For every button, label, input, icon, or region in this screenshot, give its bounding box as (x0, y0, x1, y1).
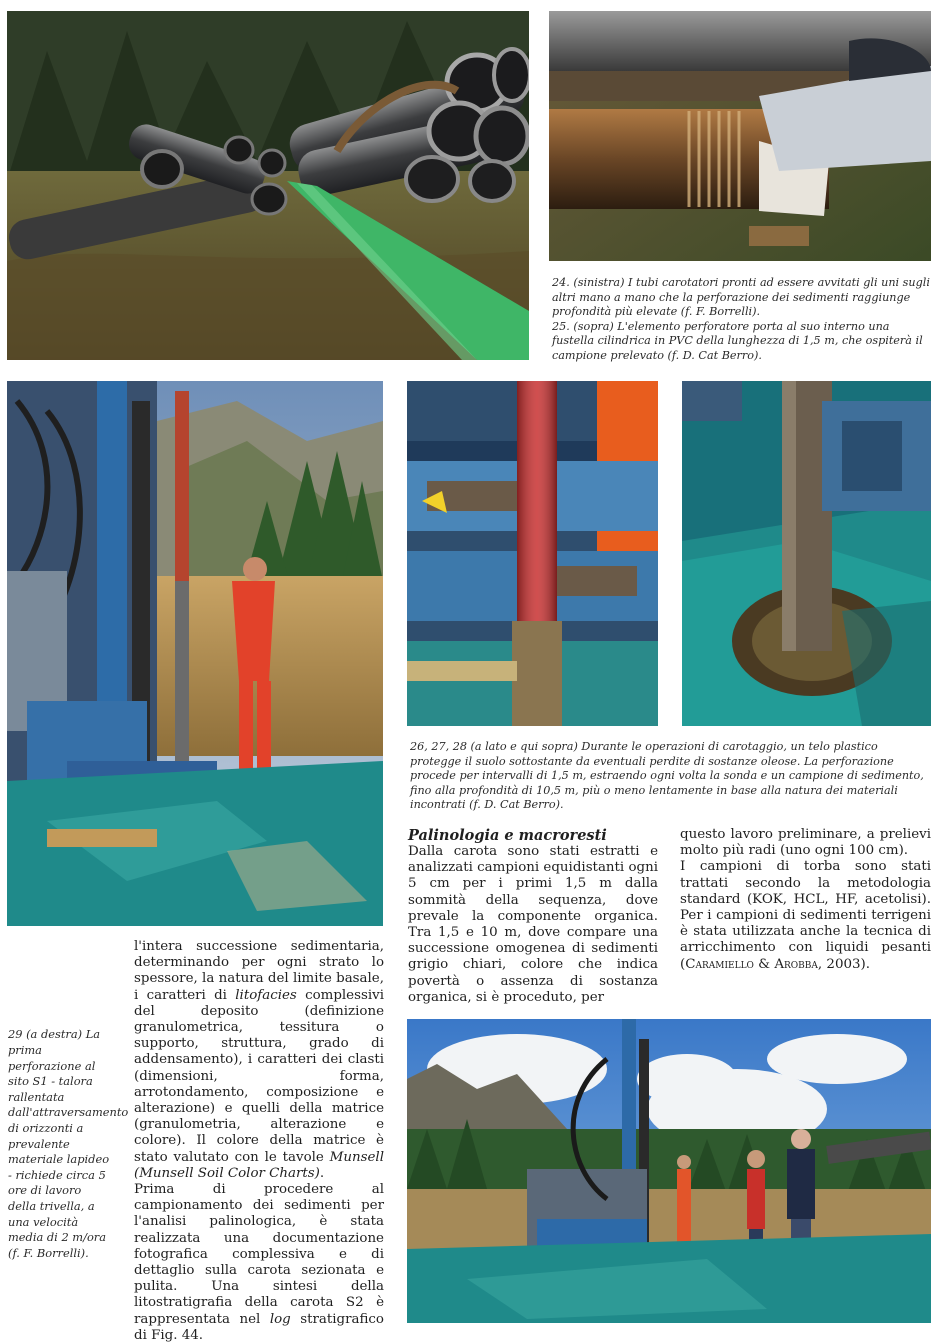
paragraph-peat-treatment: I campioni di torba sono stati trattati secondo la metodologia standard (KOK, HCL, HF, acetolisi). Per i campioni di sedimenti terrigeni è stata utilizzata anche la tecnica di arricchimento con liquidi pesanti (Caramiello & Arobba, 2003). (680, 859, 931, 972)
photo-26-drill-rods (407, 381, 658, 726)
photo-29-drilling-site-s1 (7, 381, 383, 926)
photo-25-drill-element (549, 11, 931, 261)
text-column-left (134, 939, 384, 1344)
caption-photos-26-27-28: 26, 27, 28 (a lato e qui sopra) Durante le operazioni di carotaggio, un telo plastico protegge il suolo sottostante da eventuali perdite di sostanze oleose. La perforazione procede per intervalli di 1,5 m, estraendo ogni volta la sonda e un campione di sedimento, fino alla profondità di 10,5 m, più o meno lentamente in base alla natura dei materiali incontrati (f. D. Cat Berro). (410, 740, 924, 812)
paragraph-sediment-description: l'intera successione sedimentaria, determinando per ogni strato lo spessore, la natura del limite basale, i caratteri di litofacies complessivi del deposito (definizione granulometrica, tessitura o supporto, struttura, grado di addensamento), i caratteri dei clasti (dimensioni, forma, arrotondamento, composizione e alterazione) e quelli della matrice (granulometria, alterazione e colore). Il colore della matrice è stato valutato con le tavole Munsell (Munsell Soil Color Charts). (134, 939, 384, 1181)
caption-photo-29: 29 (a destra) La prima perforazione al sito S1 - talora rallentata dall'attraversamento di orizzonti a prevalente materiale lapideo - richiede circa 5 ore di lavoro della trivella, a una velocità media di 2 m/ora (f. F. Borrelli). (8, 1027, 129, 1260)
text-column-right (680, 827, 931, 973)
paragraph-samples: questo lavoro preliminare, a prelievi molto più radi (uno ogni 100 cm). (680, 827, 931, 859)
photo-27-borehole (682, 381, 931, 726)
photo-24-core-pipes (7, 11, 529, 360)
paragraph-photo-documentation: Prima di procedere al campionamento dei sedimenti per l'analisi palinologica, è stata realizzata una documentazione fotografica complessiva e di dettaglio sulla carota sezionata e pulita. Una sintesi della litostratigrafia della carota S2 è rappresentata nel log stratigrafico di Fig. 44. (134, 1182, 384, 1343)
caption-25: 25. (sopra) L'elemento perforatore porta al suo interno una fustella cilindrica in PVC della lunghezza di 1,5 m, che ospiterà il campione prelevato (f. D. Cat Berro). (552, 319, 923, 362)
paragraph-palinologia: Dalla carota sono stati estratti e analizzati campioni equidistanti ogni 5 cm per i primi 1,5 m dalla sommità della sequenza, dove prevale la componente organica. Tra 1,5 e 10 m, dove compare una successione omogenea di sedimenti grigio chiari, colore che indica povertà o assenza di sostanza organica, si è proceduto, per (408, 844, 659, 1005)
section-heading: Palinologia e macroresti (408, 827, 607, 844)
caption-24: 24. (sinistra) I tubi carotatori pronti ad essere avvitati gli uni sugli altri mano a mano che la perforazione dei sedimenti raggiunge profondità più elevate (f. F. Borrelli). (552, 276, 930, 319)
photo-28-rig-team (407, 1019, 931, 1323)
text-column-middle (408, 827, 658, 1006)
caption-photos-24-25 (552, 276, 932, 364)
